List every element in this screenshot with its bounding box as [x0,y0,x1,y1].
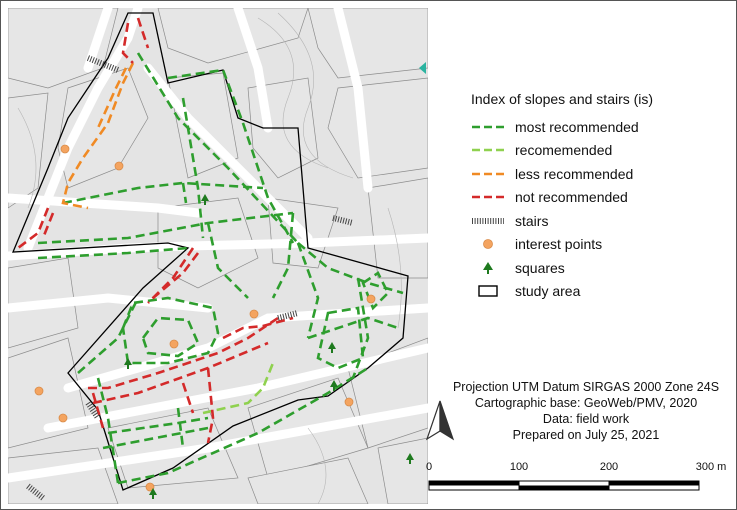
map-credits [441,379,731,443]
legend-item-study-area [471,280,721,304]
legend-hatched-line-icon [471,216,505,226]
scale-label-300: 300 m [695,461,727,473]
credits-prepared: Prepared on July 25, 2021 [512,428,660,442]
scale-label-0: 0 [425,461,433,473]
legend-dashed-line-light-green [471,145,505,155]
legend-label: less recommended [515,165,634,182]
legend-dashed-line-red [471,192,505,202]
legend-title: Index of slopes and stairs (is) [471,91,654,107]
legend-label: squares [515,259,565,276]
scale-bar [425,461,731,501]
legend-item-not-recommended [471,186,721,210]
legend-circle-icon [471,238,505,250]
scale-bar-graphic [425,479,731,495]
map-panel[interactable] [8,8,428,504]
legend-item-stairs [471,209,721,233]
legend-label: recomemended [515,142,613,159]
map-canvas [8,8,428,504]
legend-black-outline-icon [471,284,505,298]
legend-item-interest-points [471,233,721,257]
legend-item-recommended [471,139,721,163]
map-legend [471,91,721,303]
legend-dashed-line-dark-green [471,122,505,132]
legend-item-most-recommended [471,115,721,139]
legend-label: most recommended [515,118,639,135]
scale-label-200: 200 [599,461,619,473]
legend-dashed-line-orange [471,169,505,179]
legend-label: study area [515,283,581,300]
legend-label: stairs [515,212,549,229]
credits-base: Cartographic base: GeoWeb/PMV, 2020 [474,396,698,410]
legend-tree-icon [471,261,505,275]
legend-item-less-recommended [471,162,721,186]
credits-data: Data: field work [542,412,630,426]
legend-item-squares [471,256,721,280]
legend-label: interest points [515,236,603,253]
credits-projection: Projection UTM Datum SIRGAS 2000 Zone 24S [452,380,720,394]
legend-label: not recommended [515,189,628,206]
scale-label-100: 100 [509,461,529,473]
